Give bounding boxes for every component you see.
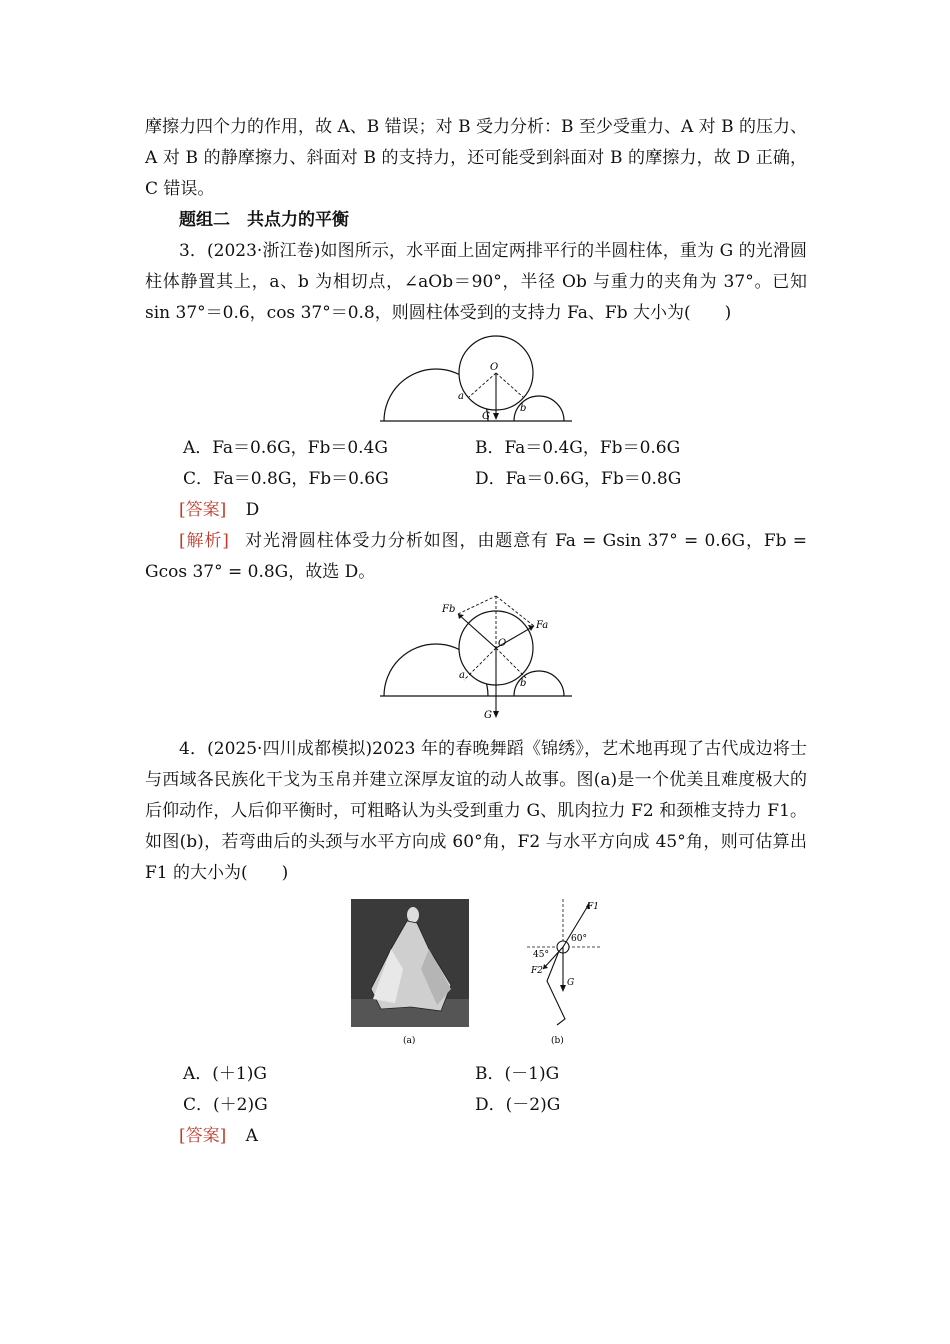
fig2-label-G: G xyxy=(484,710,492,720)
answer-tag: [答案] xyxy=(179,500,227,520)
fig-label-F1: F1 xyxy=(587,902,599,912)
option-c: C．Fa＝0.8G，Fb＝0.6G xyxy=(183,469,389,489)
question-3-answer xyxy=(179,495,807,526)
option-b: B．Fa＝0.4G，Fb＝0.6G xyxy=(475,438,681,458)
question-4-stem: 4．(2025·四川成都模拟)2023 年的春晚舞蹈《锦绣》，艺术地再现了古代成边将士与西域各民族化干戈为玉帛并建立深厚友谊的动人故事。图(a)是一个优美且难度极大的后仰动作，人后仰平衡时，可粗略认为头受到重力 G、肌肉拉力 F2 和颈椎支持力 F1。如图(b)，若弯曲后的头颈与水平方向成 60°角，F2 与水平方向成 45°角，则可估算出 F1 的大小为( ) xyxy=(145,739,807,883)
fig1-label-b: b xyxy=(520,403,527,414)
fig-label-45: 45° xyxy=(533,950,549,960)
question-3-options xyxy=(183,433,807,495)
fig2-label-Fa: Fa xyxy=(536,620,549,631)
fig2-label-b: b xyxy=(520,678,527,689)
paragraph-continuation: 摩擦力四个力的作用，故 A、B 错误；对 B 受力分析：B 至少受重力、A 对 B 的压力、A 对 B 的静摩擦力、斜面对 B 的支持力，还可能受到斜面对 B 的摩擦力，故 D 正确，C 错误。 xyxy=(145,117,807,199)
fig-caption-a: (a) xyxy=(403,1036,416,1046)
option-a: A．(＋1)G xyxy=(183,1064,267,1084)
fig2-label-Fb: Fb xyxy=(442,604,456,615)
answer-tag: [答案] xyxy=(179,1126,227,1146)
fig-label-60: 60° xyxy=(571,934,587,944)
fig1-label-a: a xyxy=(458,391,464,402)
analysis-tag: [解析] xyxy=(179,531,229,551)
question-3-stem: 3．(2023·浙江卷)如图所示，水平面上固定两排平行的半圆柱体，重为 G 的光滑圆柱体静置其上，a、b 为相切点，∠aOb＝90°，半径 Ob 与重力的夹角为 37°。已知 sin 37°＝0.6，cos 37°＝0.8，则圆柱体受到的支持力 Fa、Fb 大小为( ) xyxy=(145,241,807,323)
answer-value: A xyxy=(245,1126,258,1146)
page-content xyxy=(145,112,807,1152)
force-diagram-b xyxy=(527,899,601,1046)
fig-label-F2: F2 xyxy=(531,966,543,976)
question-4-options xyxy=(183,1059,807,1121)
fig2-label-O: O xyxy=(498,638,507,649)
fig-label-G: G xyxy=(567,978,575,988)
option-a: A．Fa＝0.6G，Fb＝0.4G xyxy=(183,438,388,458)
question-3-force-figure xyxy=(376,594,576,720)
question-3-analysis xyxy=(145,526,807,588)
question-3-figure xyxy=(376,333,576,425)
option-d: D．(－2)G xyxy=(475,1095,561,1115)
section-heading: 题组二 共点力的平衡 xyxy=(179,210,349,230)
question-4-answer xyxy=(179,1121,807,1152)
fig1-label-G: G xyxy=(482,411,490,422)
analysis-text: 对光滑圆柱体受力分析如图，由题意有 Fa = Gsin 37° = 0.6G，Fb = Gcos 37° = 0.8G，故选 D。 xyxy=(145,531,808,582)
option-c: C．(＋2)G xyxy=(183,1095,268,1115)
option-b: B．(－1)G xyxy=(475,1064,560,1084)
fig2-label-a: a xyxy=(459,670,465,681)
answer-value: D xyxy=(245,500,260,520)
fig1-label-O: O xyxy=(490,362,499,373)
option-d: D．Fa＝0.6G，Fb＝0.8G xyxy=(475,469,682,489)
question-4-figure xyxy=(351,899,601,1051)
fig-caption-b: (b) xyxy=(551,1036,564,1046)
